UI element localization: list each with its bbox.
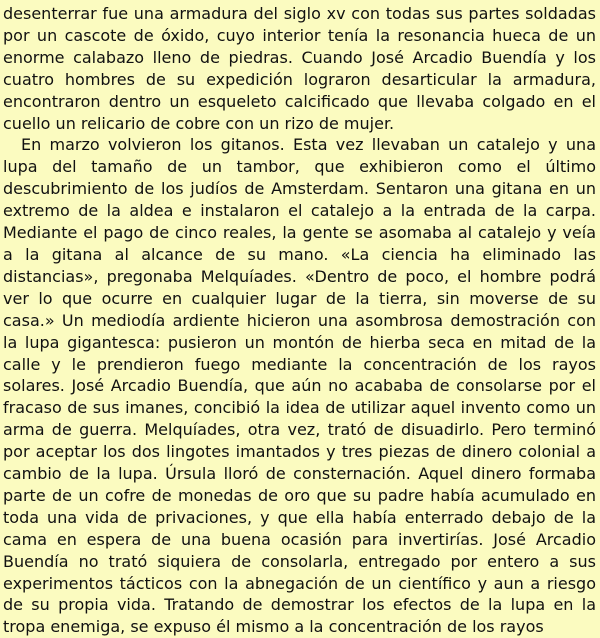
paragraph-2: En marzo volvieron los gitanos. Esta vez llevaban un catalejo y una lupa del tamaño de un tambor, que exhibieron como el último descubrimiento de los judíos de Amsterdam. Sentaron una gitana en un extremo de la aldea e instalaron el catalejo a la entrada de la carpa. Mediante el pago de cinco reales, la gente se asomaba al catalejo y veía a la gitana al alcance de su mano. «La ciencia ha eliminado las distancias», pregonaba Melquíades. «Dentro de poco, el hombre podrá ver lo que ocurre en cualquier lugar de la tierra, sin moverse de su casa.» Un mediodía ardiente hicieron una asombrosa demostración con la lupa gigantesca: pusieron un montón de hierba seca en mitad de la calle y le prendieron fuego mediante la concentración de los rayos solares. José Arcadio Buendía, que aún no acababa de consolarse por el fracaso de sus imanes, concibió la idea de utilizar aquel invento como un arma de guerra. Melquíades, otra vez, trató de disuadirlo. Pero terminó por aceptar los dos lingotes imantados y tres piezas de dinero colonial a cambio de la lupa. Úrsula lloró de consternación. Aquel dinero formaba parte de un cofre de monedas de oro que su padre había acumulado en toda una vida de privaciones, y que ella había enterrado debajo de la cama en espera de una buena ocasión para invertirías. José Arcadio Buendía no trató siquiera de consolarla, entregado por entero a sus experimentos tácticos con la abnegación de un científico y aun a riesgo de su propia vida. Tratando de demostrar los efectos de la lupa en la tropa enemiga, se expuso él mismo a la concentración de los rayos	[3, 135, 596, 637]
paragraph-1: desenterrar fue una armadura del siglo xv con todas sus partes soldadas por un cascote de óxido, cuyo interior tenía la resonancia hueca de un enorme calabazo lleno de piedras. Cuando José Arcadio Buendía y los cuatro hombres de su expedición lograron desarticular la armadura, encontraron dentro un esqueleto calcificado que llevaba colgado en el cuello un relicario de cobre con un rizo de mujer.	[3, 4, 596, 133]
